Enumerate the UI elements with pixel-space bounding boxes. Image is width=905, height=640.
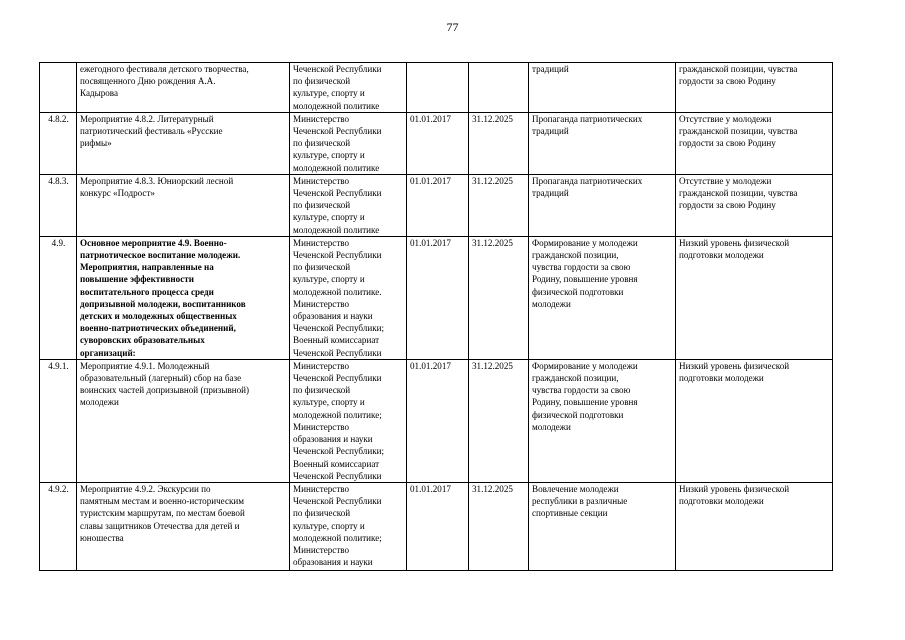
start-date-cell: 01.01.2017 xyxy=(407,236,469,359)
table-body xyxy=(40,63,833,571)
non-implementation-consequence-cell: гражданской позиции, чувства гордости за свою Родину xyxy=(676,63,833,113)
measure-title-cell: Мероприятие 4.9.1. Молодежный образовательный (лагерный) сбор на базе воинских частей допризывной (призывной) молодежи xyxy=(77,359,290,482)
measure-title-cell: Мероприятие 4.9.2. Экскурсии по памятным местам и военно-историческим туристским маршрутам, по местам боевой славы защитников Отечества для детей и юношества xyxy=(77,482,290,570)
measure-title-cell: ежегодного фестиваля детского творчества, посвященного Дню рождения А.А. Кадырова xyxy=(77,63,290,113)
table-row xyxy=(40,482,833,570)
responsible-executor-cell: Министерство Чеченской Республики по физической культуре, спорту и молодежной политике; Министерство образования и науки xyxy=(290,482,407,570)
measure-title-cell: Основное мероприятие 4.9. Военно- патриотическое воспитание молодежи. Мероприятия, направленные на повышение эффективности воспитательного процесса среди допризывной молодежи, воспитанников детских и молодежных общественных военно-патриотических объединений, суворовских образовательных организаций: xyxy=(77,236,290,359)
measure-title-cell: Мероприятие 4.8.3. Юниорский лесной конкурс «Подрост» xyxy=(77,174,290,236)
table-row xyxy=(40,359,833,482)
non-implementation-consequence-cell: Отсутствие у молодежи гражданской позиции, чувства гордости за свою Родину xyxy=(676,174,833,236)
table-row xyxy=(40,63,833,113)
measure-number-cell xyxy=(40,63,77,113)
table-row xyxy=(40,236,833,359)
responsible-executor-cell: Министерство Чеченской Республики по физической культуре, спорту и молодежной политике; Министерство образования и науки Чеченской Республики; Военный комиссариат Чеченской Республики xyxy=(290,359,407,482)
non-implementation-consequence-cell: Низкий уровень физической подготовки молодежи xyxy=(676,359,833,482)
measure-title-cell: Мероприятие 4.8.2. Литературный патриотический фестиваль «Русские рифмы» xyxy=(77,112,290,174)
responsible-executor-cell: Министерство Чеченской Республики по физической культуре, спорту и молодежной политике xyxy=(290,112,407,174)
end-date-cell: 31.12.2025 xyxy=(469,112,529,174)
expected-result-cell: Формирование у молодежи гражданской позиции, чувства гордости за свою Родину, повышение уровня физической подготовки молодежи xyxy=(529,236,676,359)
end-date-cell: 31.12.2025 xyxy=(469,482,529,570)
non-implementation-consequence-cell: Низкий уровень физической подготовки молодежи xyxy=(676,236,833,359)
table-row xyxy=(40,112,833,174)
end-date-cell: 31.12.2025 xyxy=(469,236,529,359)
start-date-cell: 01.01.2017 xyxy=(407,482,469,570)
start-date-cell xyxy=(407,63,469,113)
non-implementation-consequence-cell: Низкий уровень физической подготовки молодежи xyxy=(676,482,833,570)
program-measures-table xyxy=(39,62,833,571)
start-date-cell: 01.01.2017 xyxy=(407,112,469,174)
responsible-executor-cell: Чеченской Республики по физической культуре, спорту и молодежной политике xyxy=(290,63,407,113)
responsible-executor-cell: Министерство Чеченской Республики по физической культуре, спорту и молодежной политике xyxy=(290,174,407,236)
expected-result-cell: традиций xyxy=(529,63,676,113)
expected-result-cell: Формирование у молодежи гражданской позиции, чувства гордости за свою Родину, повышение уровня физической подготовки молодежи xyxy=(529,359,676,482)
measure-number-cell: 4.9.1. xyxy=(40,359,77,482)
expected-result-cell: Вовлечение молодежи республики в различные спортивные секции xyxy=(529,482,676,570)
expected-result-cell: Пропаганда патриотических традиций xyxy=(529,112,676,174)
end-date-cell: 31.12.2025 xyxy=(469,359,529,482)
expected-result-cell: Пропаганда патриотических традиций xyxy=(529,174,676,236)
measure-number-cell: 4.8.2. xyxy=(40,112,77,174)
end-date-cell: 31.12.2025 xyxy=(469,174,529,236)
start-date-cell: 01.01.2017 xyxy=(407,174,469,236)
responsible-executor-cell: Министерство Чеченской Республики по физической культуре, спорту и молодежной политике. Министерство образования и науки Чеченской Республики; Военный комиссариат Чеченской Республики xyxy=(290,236,407,359)
measure-number-cell: 4.9. xyxy=(40,236,77,359)
table-row xyxy=(40,174,833,236)
start-date-cell: 01.01.2017 xyxy=(407,359,469,482)
page-number: 77 xyxy=(446,20,459,34)
end-date-cell xyxy=(469,63,529,113)
measure-number-cell: 4.9.2. xyxy=(40,482,77,570)
measure-number-cell: 4.8.3. xyxy=(40,174,77,236)
non-implementation-consequence-cell: Отсутствие у молодежи гражданской позиции, чувства гордости за свою Родину xyxy=(676,112,833,174)
